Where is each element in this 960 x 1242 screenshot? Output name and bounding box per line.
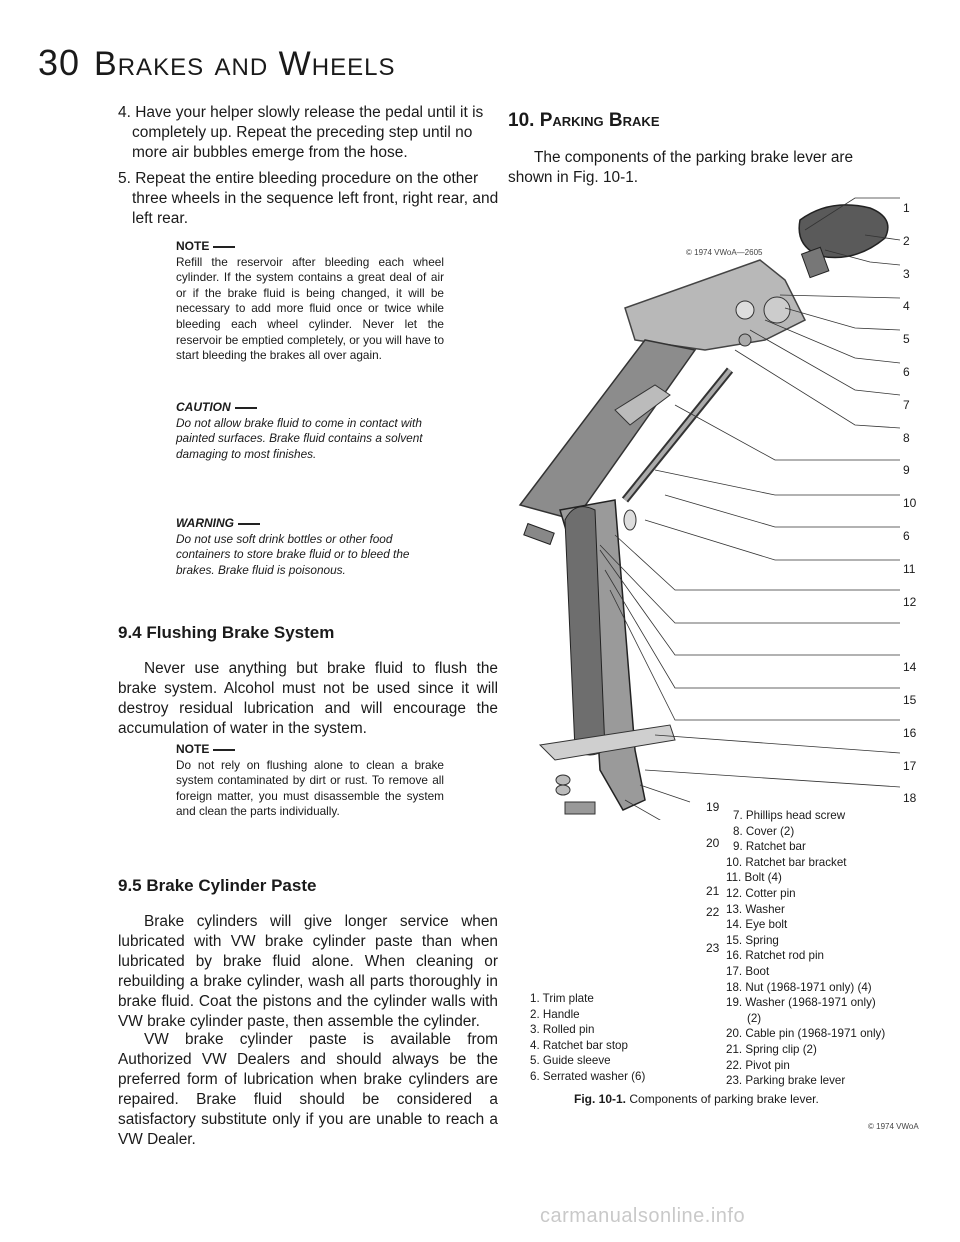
section-9-5-title: 9.5 Brake Cylinder Paste — [118, 876, 317, 895]
callout-20: 20 — [706, 836, 720, 850]
callout-3: 3 — [903, 266, 910, 281]
note-flushing — [176, 742, 444, 820]
callout-4: 4 — [903, 299, 910, 314]
callout-19: 19 — [706, 800, 720, 814]
callout-7: 7 — [903, 397, 910, 412]
copyright-bottom: © 1974 VWoA — [868, 1122, 919, 1131]
step-4: 4. Have your helper slowly release the pedal until it is completely up. Repeat the preceding step until no more air bubbles emerge from the hose. — [118, 104, 484, 161]
callout-15: 15 — [903, 692, 917, 707]
callout-6b: 6 — [903, 528, 910, 543]
section-10-number: 10. — [508, 110, 535, 131]
part-item: 2. Handle — [530, 1007, 580, 1021]
callout-12: 12 — [903, 594, 917, 609]
section-9-4-text: Never use anything but brake fluid to flush the brake system. Alcohol must not be used since it will destroy residual lubrication and will encourage the accumulation of water in the system. — [118, 660, 498, 737]
section-10-heading — [508, 110, 660, 132]
callout-9: 9 — [903, 463, 910, 478]
part-item: 21. Spring clip (2) — [726, 1042, 817, 1056]
caution-label: CAUTION — [176, 400, 446, 416]
note-text: Do not rely on flushing alone to clean a brake system contaminated by dirt or rust. To remove all foreign matter, you must disassemble the system and clean the parts individually. — [176, 757, 444, 819]
section-title: Brakes and Wheels — [94, 45, 396, 83]
callout-6: 6 — [903, 364, 910, 379]
part-item: 13. Washer — [726, 902, 785, 916]
left-column — [118, 103, 503, 229]
parts-list-col1 — [530, 991, 645, 1085]
part-item: 16. Ratchet rod pin — [726, 949, 824, 963]
copyright-top: © 1974 VWoA—2605 — [686, 248, 763, 257]
note-refill — [176, 239, 444, 364]
callout-13 — [903, 618, 916, 651]
figure-caption-text: Components of parking brake lever. — [629, 1092, 819, 1106]
part-item: 15. Spring — [726, 933, 779, 947]
callout-16: 16 — [903, 725, 917, 740]
parts-list-col2 — [726, 808, 886, 1089]
callout-14: 14 — [903, 660, 917, 675]
part-item: 20. Cable pin (1968-1971 only) — [726, 1027, 886, 1041]
watermark-text: carmanualsonline.info — [540, 1205, 746, 1227]
warning-text: Do not use soft drink bottles or other food containers to store brake fluid or to bleed the brakes. Brake fluid is poisonous. — [176, 531, 410, 577]
warning-label: WARNING — [176, 516, 446, 532]
part-item: 7. Phillips head screw — [733, 809, 846, 822]
callout-17: 17 — [903, 758, 917, 773]
callout-22: 22 — [706, 905, 720, 919]
note-text: Refill the reservoir after bleeding each wheel cylinder. If the system contains a great deal of air or if the brake fluid is being changed, it will be necessary to add more fluid once or twice while bleeding each wheel cylinder. Never let the reservoir be emptied completely, or you will have to start bleeding the brakes all over again. — [176, 254, 444, 363]
callout-10: 10 — [903, 496, 917, 511]
part-item: 4. Ratchet bar stop — [530, 1038, 628, 1052]
part-item: 3. Rolled pin — [530, 1023, 595, 1037]
callout-8: 8 — [903, 430, 910, 445]
warning-box — [176, 516, 446, 578]
part-item: 17. Boot — [726, 964, 770, 978]
figure-label: Fig. 10-1. — [574, 1092, 627, 1106]
part-item: 14. Eye bolt — [726, 918, 788, 932]
part-item: 11. Bolt (4) — [726, 871, 782, 885]
callout-5: 5 — [903, 332, 910, 347]
part-item: 1. Trim plate — [530, 992, 594, 1005]
part-item: 5. Guide sleeve — [530, 1054, 611, 1068]
part-item: 19. Washer (1968-1971 only) — [726, 996, 876, 1010]
part-item: (2) — [747, 1011, 762, 1025]
caution-box — [176, 400, 446, 462]
note-label: NOTE — [176, 239, 444, 255]
caution-text: Do not allow brake fluid to come in contact with painted surfaces. Brake fluid contains a solvent damaging to most finishes. — [176, 415, 423, 461]
note-label: NOTE — [176, 742, 444, 758]
part-item: 10. Ratchet bar bracket — [726, 855, 847, 869]
part-item: 8. Cover (2) — [733, 824, 795, 838]
callout-1: 1 — [903, 201, 910, 215]
part-item: 18. Nut (1968-1971 only) (4) — [726, 980, 872, 994]
section-9-4-title: 9.4 Flushing Brake System — [118, 623, 335, 642]
section-9-5-text-1: Brake cylinders will give longer service when lubricated with VW brake cylinder paste than when lubricated by brake fluid alone. When cleaning or rebuilding a brake cylinder, wash all parts thoroughly in brake fluid. Coat the pistons and the cylinder walls with VW brake cylinder paste, then assemble the cylinder. — [118, 913, 498, 1030]
part-item: 12. Cotter pin — [726, 886, 796, 900]
section-10-title: Parking Brake — [539, 110, 660, 131]
callout-21: 21 — [706, 884, 720, 898]
section-9-5-text-2: VW brake cylinder paste is available from Authorized VW Dealers and should always be the preferred form of lubrication when brake cylinders are repaired. Brake fluid should be considered a satisfactory substitute only if you are unable to reach a VW Dealer. — [118, 1031, 498, 1148]
callout-numbers-right — [903, 192, 916, 815]
callout-11: 11 — [903, 561, 916, 576]
part-item: 22. Pivot pin — [726, 1058, 790, 1072]
section-10-intro: The components of the parking brake lever are shown in Fig. 10-1. — [508, 149, 854, 186]
page-header — [38, 42, 395, 84]
figure-caption — [574, 1092, 819, 1106]
part-item: 9. Ratchet bar — [733, 840, 806, 854]
callout-18: 18 — [903, 791, 917, 806]
callout-23: 23 — [706, 941, 720, 955]
part-item: 23. Parking brake lever — [726, 1074, 846, 1088]
part-item: 6. Serrated washer (6) — [530, 1069, 646, 1083]
callout-leaders — [505, 190, 945, 820]
callout-2: 2 — [903, 233, 910, 248]
page-number: 30 — [38, 42, 81, 83]
step-5: 5. Repeat the entire bleeding procedure on the other three wheels in the sequence left front, right rear, and left rear. — [118, 170, 499, 227]
